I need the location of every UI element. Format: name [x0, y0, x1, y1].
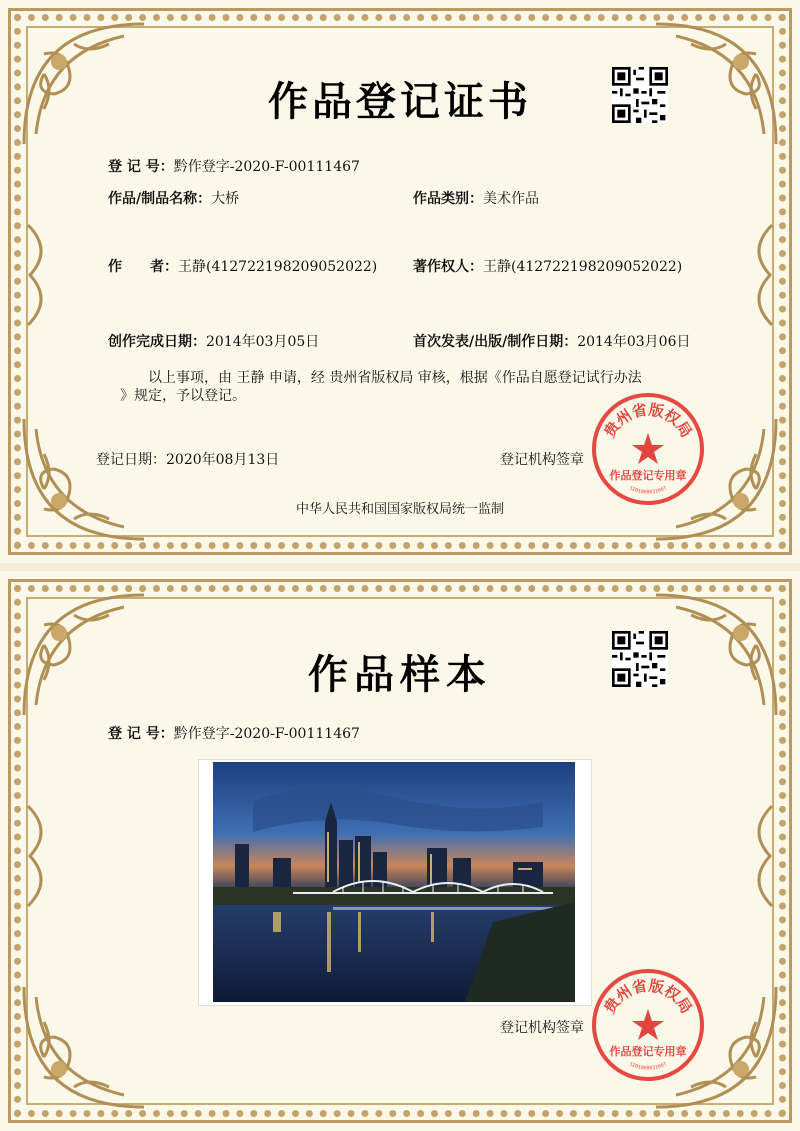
page-title: 作品登记证书	[268, 78, 532, 125]
registration-date: 登记日期：2020年08月13日	[96, 452, 280, 468]
work-name	[108, 188, 239, 208]
author	[108, 256, 377, 276]
publication-date	[413, 331, 691, 351]
registration-number	[108, 723, 360, 743]
work-name-value: 大桥	[211, 191, 240, 207]
approval-statement-line1: 以上事项，由 王静 申请，经 贵州省版权局 审核，根据《作品自愿登记试行办法	[148, 370, 642, 386]
seal-top-text: 贵州省版权局	[600, 976, 696, 1017]
page-title: 作品样本	[308, 651, 492, 698]
seal-caption: 登记机构签章	[500, 1020, 584, 1036]
work-type	[413, 188, 539, 208]
seal-bottom-text: 作品登记专用章	[609, 469, 687, 482]
side-ornament-icon	[742, 801, 782, 911]
copyright-owner-label: 著作权人：	[413, 259, 483, 275]
publication-date-label: 首次发表/出版/制作日期：	[413, 334, 578, 350]
work-type-label: 作品类别：	[413, 191, 483, 207]
work-sample-image	[198, 759, 592, 1006]
creation-date	[108, 331, 319, 351]
qr-code-icon	[612, 631, 668, 687]
approval-statement-line2: 》规定，予以登记。	[120, 388, 246, 404]
supervisor-footer: 中华人民共和国国家版权局统一监制	[295, 502, 504, 517]
copyright-owner	[413, 256, 682, 276]
seal-serial: 5201000031667	[628, 485, 668, 496]
work-type-value: 美术作品	[483, 191, 539, 207]
registration-number-value: 黔作登字-2020-F-00111467	[173, 726, 360, 742]
registration-number-label: 登 记 号：	[108, 159, 174, 175]
seal-top-text: 贵州省版权局	[600, 400, 696, 441]
corner-ornament-icon	[14, 409, 154, 549]
creation-date-value: 2014年03月05日	[206, 334, 320, 350]
side-ornament-icon	[18, 220, 58, 330]
qr-code-icon	[612, 67, 668, 123]
seal-bottom-text: 作品登记专用章	[609, 1045, 687, 1058]
work-sample-sheet	[0, 571, 800, 1131]
registration-number-label: 登 记 号：	[108, 726, 174, 742]
author-label: 作 者：	[108, 259, 178, 275]
work-name-label: 作品/制品名称：	[108, 191, 212, 207]
side-ornament-icon	[18, 801, 58, 911]
registration-number-value: 黔作登字-2020-F-00111467	[173, 159, 360, 175]
svg-text:5201000031667	[628, 485, 667, 495]
copyright-owner-value: 王静(412722198209052022)	[483, 259, 683, 275]
seal-caption: 登记机构签章	[500, 452, 584, 468]
corner-ornament-icon	[14, 977, 154, 1117]
bridge-cityscape-photo	[213, 762, 575, 1002]
official-seal-icon	[590, 391, 706, 507]
official-seal-icon	[590, 967, 706, 1083]
author-value: 王静(412722198209052022)	[178, 259, 378, 275]
svg-text:5201000031667	[628, 1061, 667, 1071]
side-ornament-icon	[742, 220, 782, 330]
publication-date-value: 2014年03月06日	[577, 334, 691, 350]
creation-date-label: 创作完成日期：	[108, 334, 206, 350]
registration-certificate	[0, 0, 800, 563]
registration-number	[108, 156, 360, 176]
seal-serial: 5201000031667	[628, 1061, 668, 1072]
